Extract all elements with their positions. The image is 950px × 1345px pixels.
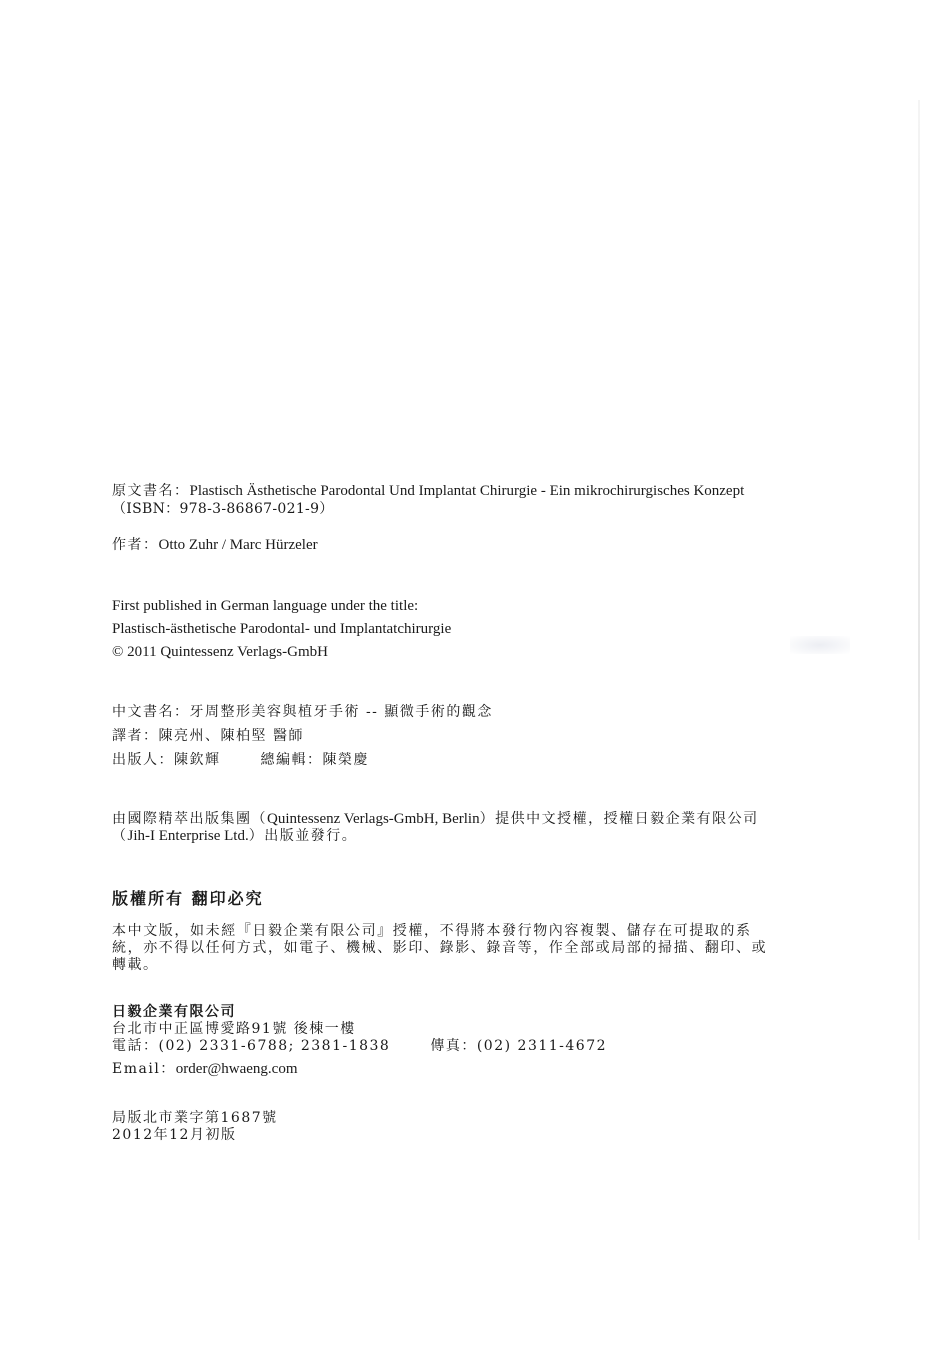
first-published-line1: First published in German language under the title: [112, 598, 419, 614]
author-names: Otto Zuhr / Marc Hürzeler [158, 537, 318, 553]
copyright-line1: 本中文版，如未經『日毅企業有限公司』授權，不得將本發行物內容複製、儲存在可提取的系 [112, 923, 752, 939]
company-fax: 傳真：(02) 2311-4672 [430, 1038, 608, 1054]
company-phone: 電話：(02) 2331-6788; 2381-1838 [112, 1038, 391, 1054]
author-label: 作者： [112, 537, 159, 553]
email-address: order@hwaeng.com [175, 1061, 298, 1077]
chief-editor: 總編輯：陳榮慶 [260, 752, 369, 768]
original-title-line [112, 483, 744, 500]
license-line1-pre: 由國際精萃出版集團（ [112, 811, 267, 827]
original-title-label: 原文書名： [112, 483, 190, 499]
first-published-block [112, 595, 451, 664]
page-edge-shadow [918, 100, 920, 1240]
scan-smudge [790, 636, 850, 654]
company-address: 台北市中正區博愛路91號 後棟一樓 [112, 1021, 356, 1037]
publisher: 出版人：陳欽輝 [112, 752, 221, 768]
original-isbn: （ISBN：978-3-86867-021-9） [112, 501, 334, 517]
license-line2-latin: Jih-I Enterprise Ltd. [127, 828, 249, 844]
first-published-line3: © 2011 Quintessenz Verlags-GmbH [112, 644, 328, 660]
copyright-line3: 轉載。 [112, 957, 159, 973]
first-published-line2: Plastisch-ästhetische Parodontal- und Implantatchirurgie [112, 621, 452, 637]
license-line2-pre: （ [112, 828, 128, 844]
license-line1-post: ）提供中文授權，授權日毅企業有限公司 [479, 811, 759, 827]
chinese-info-block [112, 700, 493, 772]
edition: 2012年12月初版 [112, 1127, 237, 1143]
copyright-line2: 統，亦不得以任何方式，如電子、機械、影印、錄影、錄音等，作全部或局部的掃描、翻印、或 [112, 940, 768, 956]
license-line1-latin: Quintessenz Verlags-GmbH, Berlin [267, 811, 480, 827]
original-title-block [112, 483, 744, 518]
copyright-heading: 版權所有 翻印必究 [112, 889, 264, 908]
company-block [112, 1004, 607, 1078]
license-block [112, 811, 759, 845]
chinese-title: 中文書名：牙周整形美容與植牙手術 -- 顯微手術的觀念 [112, 704, 493, 720]
original-title-text: Plastisch Ästhetische Parodontal Und Implantat Chirurgie - Ein mikrochirurgisches Konzept [189, 483, 745, 499]
company-name: 日毅企業有限公司 [112, 1004, 236, 1020]
license-number: 局版北市業字第1687號 [112, 1110, 278, 1126]
license-line1 [112, 811, 759, 828]
license-line2 [112, 828, 759, 845]
translator: 譯者：陳亮州、陳柏堅 醫師 [112, 728, 304, 744]
email-label: Email： [112, 1061, 176, 1077]
copyright-block [112, 889, 767, 974]
license-line2-post: ）出版並發行。 [248, 828, 358, 844]
registration-block [112, 1110, 278, 1144]
author-block [112, 537, 318, 554]
